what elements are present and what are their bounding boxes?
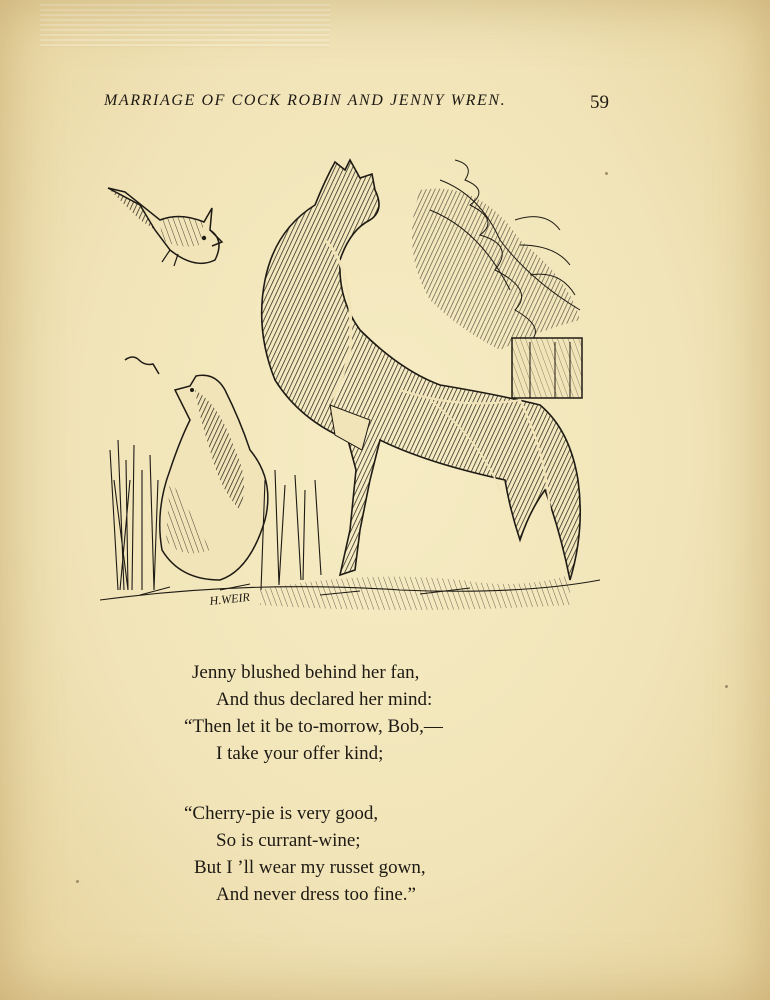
poem-line: “Cherry-pie is very good, xyxy=(184,803,379,824)
tree-shadow xyxy=(412,189,580,350)
engraving-illustration xyxy=(100,150,610,620)
ground-shadow xyxy=(260,575,570,610)
paper-speck xyxy=(605,172,608,175)
running-title: MARRIAGE OF COCK ROBIN AND JENNY WREN. xyxy=(104,92,507,109)
paper-tape-mark xyxy=(40,4,330,48)
page-number: 59 xyxy=(590,92,609,113)
poem-line: I take your offer kind; xyxy=(216,743,384,764)
artist-signature: H.WEIR xyxy=(208,589,251,608)
poem-line: Jenny blushed behind her fan, xyxy=(192,662,420,683)
small-insect xyxy=(125,357,159,374)
hen xyxy=(160,375,268,580)
poem-line: And never dress too fine.” xyxy=(216,884,416,905)
fence-post xyxy=(512,338,582,398)
poem-line: But I ’ll wear my russet gown, xyxy=(194,857,426,878)
paper-speck xyxy=(76,880,79,883)
poem-line: “Then let it be to-morrow, Bob,— xyxy=(184,716,443,737)
robin-bird xyxy=(108,188,222,266)
poem-line: So is currant-wine; xyxy=(216,830,361,851)
poem-line: And thus declared her mind: xyxy=(216,689,433,710)
paper-speck xyxy=(725,685,728,688)
